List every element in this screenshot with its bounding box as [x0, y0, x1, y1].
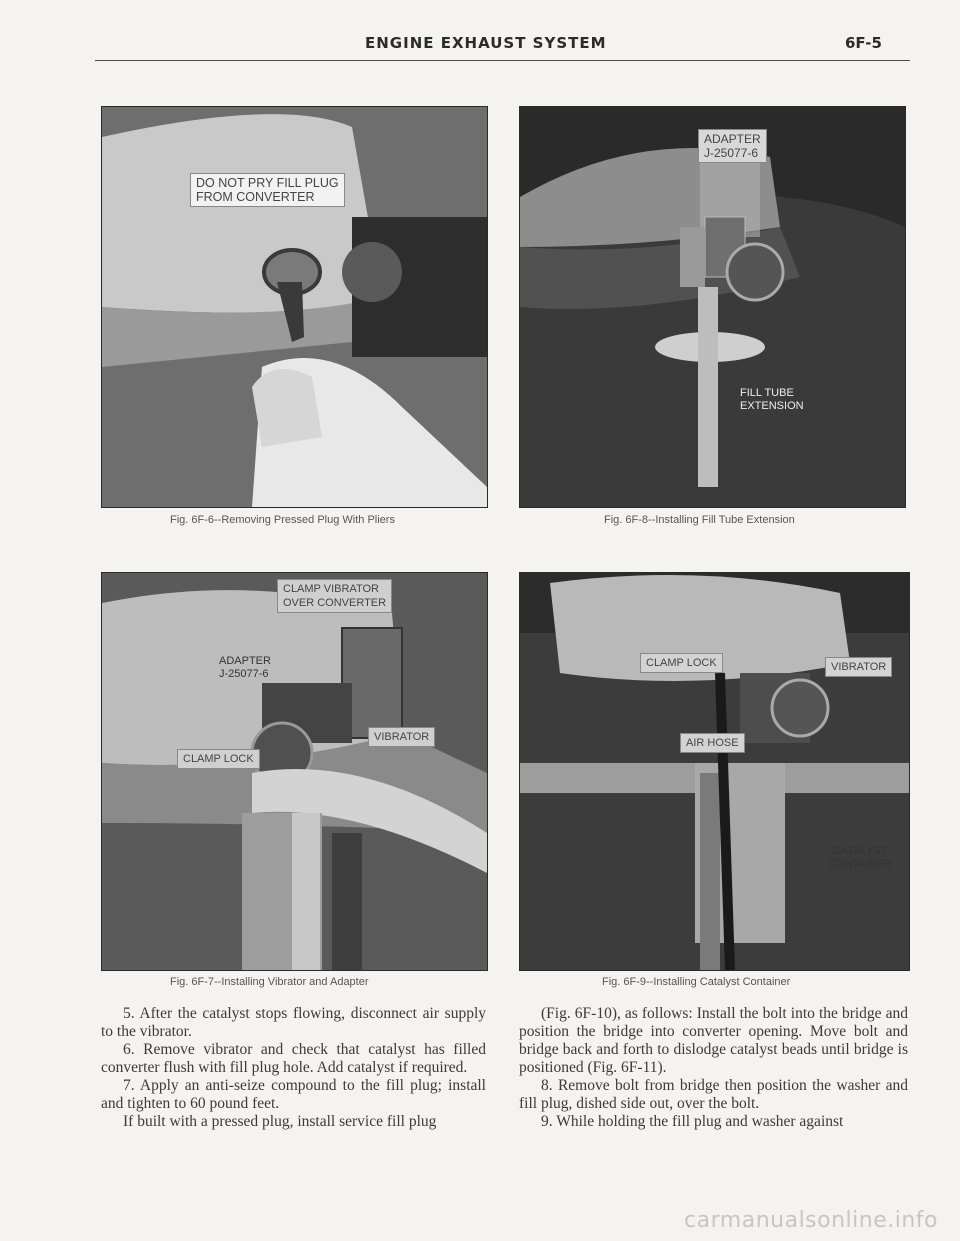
- figure-6f-7-photo: [101, 572, 488, 971]
- paragraph-step-9: 9. While holding the fill plug and washer against: [541, 1113, 844, 1130]
- figure-6f-7-illustration: [102, 573, 487, 970]
- figure-6f-9-vibrator-label: VIBRATOR: [825, 657, 892, 677]
- body-text-right-column: [519, 1005, 908, 1131]
- figure-6f-8-fill-tube-label: FILL TUBE EXTENSION: [740, 387, 804, 412]
- figure-6f-6-callout: DO NOT PRY FILL PLUG FROM CONVERTER: [190, 173, 345, 207]
- figure-6f-9-caption: Fig. 6F-9--Installing Catalyst Container: [602, 976, 791, 988]
- figure-6f-6-illustration: [102, 107, 487, 507]
- figure-6f-9-illustration: [520, 573, 909, 970]
- figure-6f-9-air-hose-label: AIR HOSE: [680, 733, 745, 753]
- figure-6f-8-caption: Fig. 6F-8--Installing Fill Tube Extension: [604, 514, 795, 526]
- body-text-left-column: [101, 1005, 486, 1131]
- paragraph-pressed-plug: If built with a pressed plug, install service fill plug: [123, 1113, 437, 1130]
- figure-6f-7-vibrator-label: VIBRATOR: [368, 727, 435, 747]
- figure-6f-9-catalyst-container-label: CATALYST CONTAINER: [828, 845, 892, 870]
- paragraph-step-6: 6. Remove vibrator and check that catalyst has filled converter flush with fill plug hole. Add catalyst if required.: [101, 1041, 486, 1076]
- figure-6f-7-clamp-vibrator-label: CLAMP VIBRATOR OVER CONVERTER: [277, 579, 392, 613]
- section-title: ENGINE EXHAUST SYSTEM: [365, 34, 607, 52]
- figure-6f-7-caption: Fig. 6F-7--Installing Vibrator and Adapter: [170, 976, 369, 988]
- paragraph-step-8: 8. Remove bolt from bridge then position the washer and fill plug, dished side out, over the bolt.: [519, 1077, 908, 1112]
- figure-6f-6-photo: [101, 106, 488, 508]
- figure-6f-8-photo: [519, 106, 906, 508]
- figure-6f-8-illustration: [520, 107, 905, 507]
- figure-6f-9-clamp-lock-label: CLAMP LOCK: [640, 653, 723, 673]
- figure-6f-9-photo: [519, 572, 910, 971]
- watermark: carmanualsonline.info: [684, 1208, 938, 1233]
- page-number: 6F-5: [845, 34, 882, 52]
- header-divider: [95, 60, 910, 61]
- figure-6f-7-clamp-lock-label: CLAMP LOCK: [177, 749, 260, 769]
- figure-6f-6-caption: Fig. 6F-6--Removing Pressed Plug With Pliers: [170, 514, 395, 526]
- paragraph-step-7: 7. Apply an anti-seize compound to the fill plug; install and tighten to 60 pound feet.: [101, 1077, 486, 1112]
- figure-6f-8-adapter-label: ADAPTER J-25077-6: [698, 129, 767, 163]
- figure-6f-7-adapter-label: ADAPTER J-25077-6: [219, 655, 271, 680]
- paragraph-fig-10-procedure: (Fig. 6F-10), as follows: Install the bolt into the bridge and position the bridge into converter opening. Move bolt and bridge back and forth to dislodge catalyst beads until bridge is positioned (Fig. 6F-11).: [519, 1005, 908, 1076]
- paragraph-step-5: 5. After the catalyst stops flowing, disconnect air supply to the vibrator.: [101, 1005, 486, 1040]
